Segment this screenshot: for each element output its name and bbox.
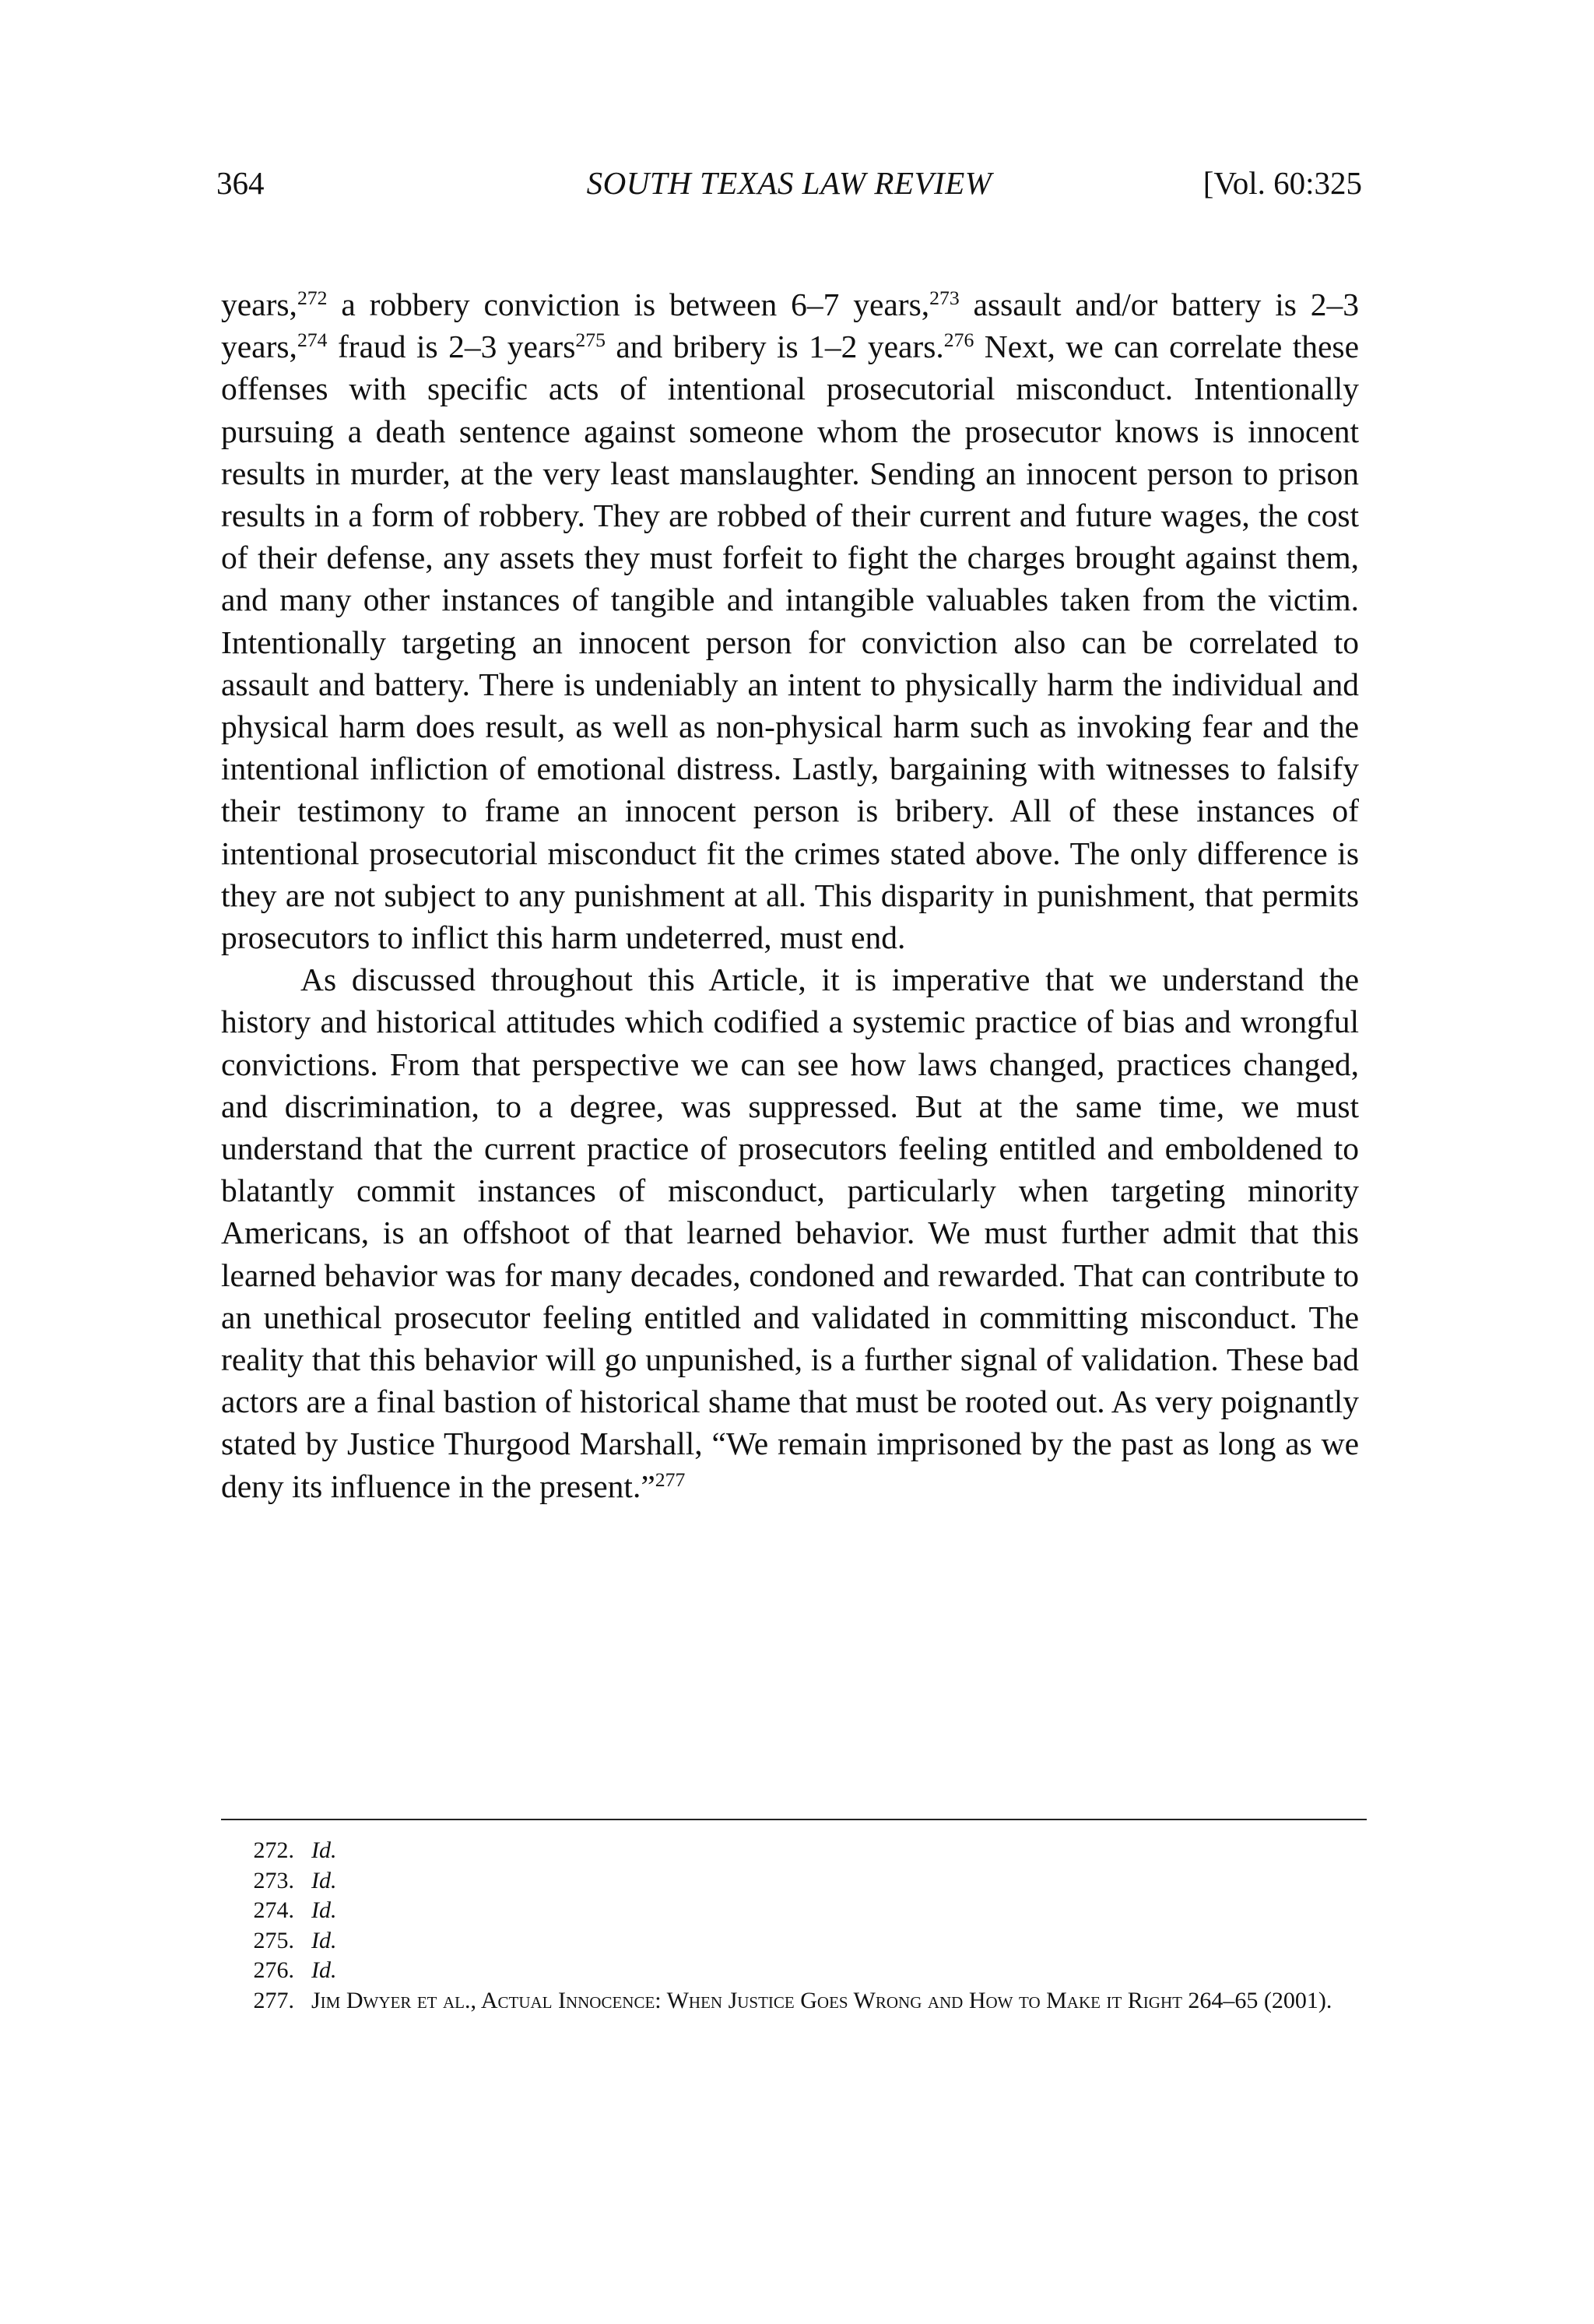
- footnotes: [221, 1836, 1367, 2016]
- footnote-ref-272[interactable]: 272: [297, 286, 328, 309]
- footnote-276: [221, 1956, 1367, 1986]
- footnote-text: Id.: [311, 1837, 337, 1863]
- footnote-text: Jim Dwyer et al., Actual Innocence: When Justice Goes Wrong and How to Make it Right 264–65 (2001).: [311, 1987, 1332, 2013]
- footnote-text: Id.: [311, 1867, 337, 1893]
- text-run: and bribery is 1–2 years.: [605, 329, 944, 365]
- footnote-272: [221, 1836, 1367, 1866]
- footnote-number: 275.: [253, 1927, 294, 1953]
- footnote-273: [221, 1866, 1367, 1897]
- footnote-text: Id.: [311, 1897, 337, 1923]
- page-number: 364: [216, 165, 265, 201]
- footnote-text: Id.: [311, 1957, 337, 1983]
- text-run: assault and/or battery is 2–3 years,: [221, 287, 1359, 365]
- footnote-number: 276.: [253, 1957, 294, 1983]
- volume-citation: [Vol. 60:325: [1203, 165, 1362, 201]
- footnote-277: [221, 1986, 1367, 2016]
- footnote-number: 272.: [253, 1837, 294, 1863]
- footnote-text: Id.: [311, 1927, 337, 1953]
- paragraph-1: [221, 283, 1359, 958]
- text-run: fraud is 2–3 years: [327, 329, 576, 365]
- text-run: a robbery conviction is between 6–7 years,: [327, 287, 930, 322]
- footnote-ref-274[interactable]: 274: [297, 329, 328, 352]
- text-run: Next, we can correlate these offenses with specific acts of intentional prosecutorial misconduct. Intentionally pursuing a death sentence against someone whom the prosecutor knows is innocent results in murder, at the very least manslaughter. Sending an innocent person to prison results in a form of robbery. They are robbed of their current and future wages, the cost of their defense, any assets they must forfeit to fight the charges brought against them, and many other instances of tangible and intangible valuables taken from the victim. Intentionally targeting an innocent person for conviction also can be correlated to assault and battery. There is undeniably an intent to physically harm the individual and physical harm does result, as well as non-physical harm such as invoking fear and the intentional infliction of emotional distress. Lastly, bargaining with witnesses to falsify their testimony to frame an innocent person is bribery. All of these instances of intentional prosecutorial misconduct fit the crimes stated above. The only difference is they are not subject to any punishment at all. This disparity in punishment, that permits prosecutors to inflict this harm undeterred, must end.: [221, 329, 1360, 956]
- footnote-275: [221, 1926, 1367, 1957]
- footnote-274: [221, 1896, 1367, 1926]
- running-header: [216, 160, 1362, 206]
- footnote-ref-273[interactable]: 273: [929, 286, 960, 309]
- footnote-number: 273.: [253, 1867, 294, 1893]
- footnote-number: 274.: [253, 1897, 294, 1923]
- article-body: [221, 283, 1359, 1507]
- text-run: As discussed throughout this Article, it is imperative that we understand the history and historical attitudes which codified a systemic practice of bias and wrongful convictions. From that perspective we can see how laws changed, practices changed, and discrimination, to a degree, was suppressed. But at the same time, we must understand that the current practice of prosecutors feeling entitled and emboldened to blatantly commit instances of misconduct, particularly when targeting minority Americans, is an offshoot of that learned behavior. We must further admit that this learned behavior was for many decades, condoned and rewarded. That can contribute to an unethical prosecutor feeling entitled and validated in committing misconduct. The reality that this behavior will go unpunished, is a further signal of validation. These bad actors are a final bastion of historical shame that must be rooted out. As very poignantly stated by Justice Thurgood Marshall, “We remain imprisoned by the past as long as we deny its influence in the present.”: [221, 962, 1359, 1504]
- footnote-divider: [221, 1819, 1367, 1820]
- paragraph-2: [221, 958, 1359, 1507]
- footnote-number: 277.: [253, 1987, 294, 2013]
- footnote-ref-276[interactable]: 276: [943, 329, 974, 352]
- footnote-ref-277[interactable]: 277: [655, 1468, 686, 1491]
- footnote-ref-275[interactable]: 275: [575, 329, 606, 352]
- journal-title: SOUTH TEXAS LAW REVIEW: [586, 165, 992, 201]
- text-run: years,: [221, 287, 297, 322]
